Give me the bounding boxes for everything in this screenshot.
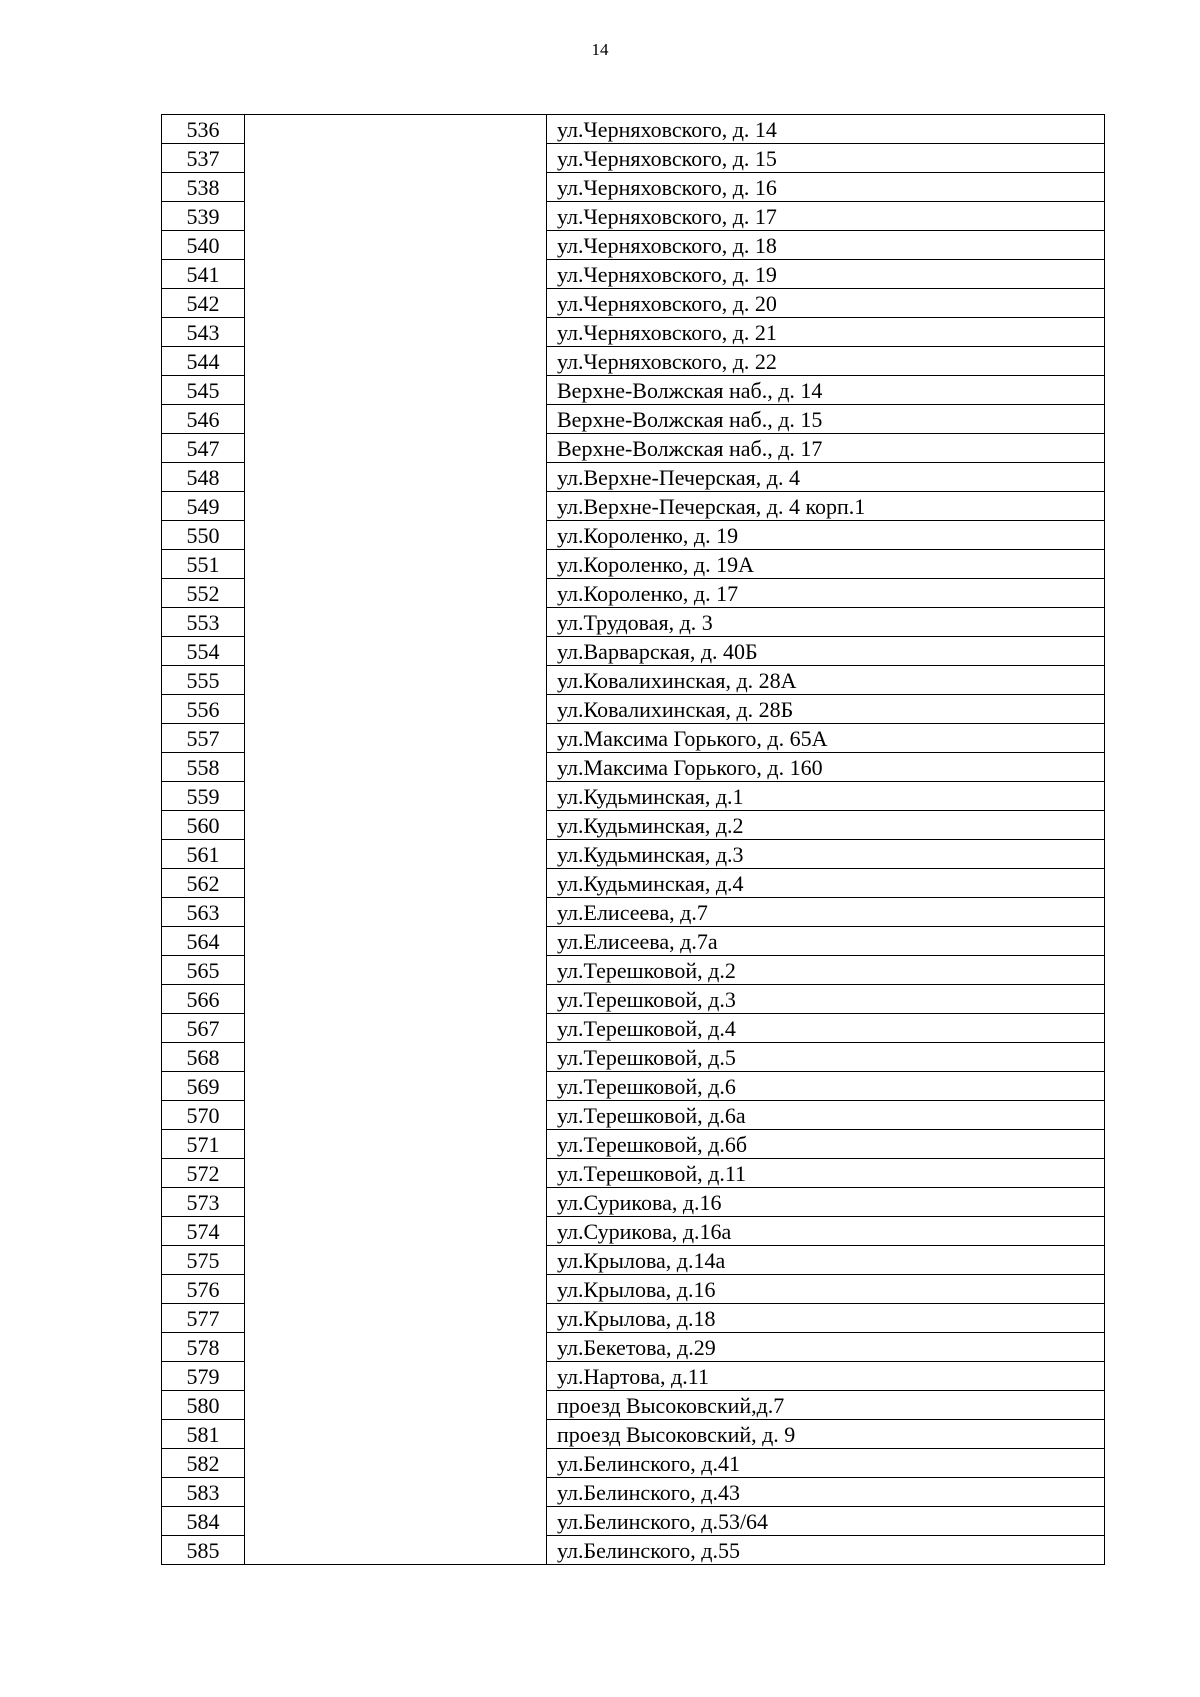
row-number-cell: 571 xyxy=(162,1130,245,1159)
row-number-cell: 585 xyxy=(162,1536,245,1565)
row-number-cell: 544 xyxy=(162,347,245,376)
row-number-cell: 569 xyxy=(162,1072,245,1101)
row-number-cell: 557 xyxy=(162,724,245,753)
address-cell: ул.Короленко, д. 19А xyxy=(547,550,1105,579)
row-number-cell: 540 xyxy=(162,231,245,260)
address-cell: ул.Черняховского, д. 15 xyxy=(547,144,1105,173)
address-cell: ул.Терешковой, д.6б xyxy=(547,1130,1105,1159)
address-cell: ул.Варварская, д. 40Б xyxy=(547,637,1105,666)
row-number-cell: 576 xyxy=(162,1275,245,1304)
row-number-cell: 564 xyxy=(162,927,245,956)
address-cell: ул.Кудьминская, д.4 xyxy=(547,869,1105,898)
row-number-cell: 578 xyxy=(162,1333,245,1362)
row-number-cell: 567 xyxy=(162,1014,245,1043)
row-number-cell: 537 xyxy=(162,144,245,173)
address-cell: ул.Белинского, д.53/64 xyxy=(547,1507,1105,1536)
row-number-cell: 582 xyxy=(162,1449,245,1478)
row-number-cell: 539 xyxy=(162,202,245,231)
address-cell: ул.Кудьминская, д.3 xyxy=(547,840,1105,869)
row-number-cell: 581 xyxy=(162,1420,245,1449)
address-cell: ул.Елисеева, д.7 xyxy=(547,898,1105,927)
row-number-cell: 545 xyxy=(162,376,245,405)
address-cell: ул.Черняховского, д. 19 xyxy=(547,260,1105,289)
row-number-cell: 572 xyxy=(162,1159,245,1188)
address-cell: ул.Верхне-Печерская, д. 4 корп.1 xyxy=(547,492,1105,521)
row-number-cell: 560 xyxy=(162,811,245,840)
address-cell: ул.Крылова, д.16 xyxy=(547,1275,1105,1304)
row-number-cell: 548 xyxy=(162,463,245,492)
row-number-cell: 543 xyxy=(162,318,245,347)
row-number-cell: 570 xyxy=(162,1101,245,1130)
address-cell: ул.Бекетова, д.29 xyxy=(547,1333,1105,1362)
row-number-cell: 541 xyxy=(162,260,245,289)
row-number-cell: 559 xyxy=(162,782,245,811)
address-cell: ул.Кудьминская, д.1 xyxy=(547,782,1105,811)
row-number-cell: 536 xyxy=(162,115,245,144)
row-number-cell: 547 xyxy=(162,434,245,463)
address-cell: ул.Максима Горького, д. 160 xyxy=(547,753,1105,782)
row-number-cell: 568 xyxy=(162,1043,245,1072)
address-cell: ул.Черняховского, д. 18 xyxy=(547,231,1105,260)
address-table xyxy=(161,114,1105,1565)
address-cell: ул.Белинского, д.43 xyxy=(547,1478,1105,1507)
address-cell: ул.Сурикова, д.16 xyxy=(547,1188,1105,1217)
address-cell: ул.Терешковой, д.11 xyxy=(547,1159,1105,1188)
address-cell: ул.Терешковой, д.3 xyxy=(547,985,1105,1014)
row-number-cell: 556 xyxy=(162,695,245,724)
row-number-cell: 550 xyxy=(162,521,245,550)
row-number-cell: 579 xyxy=(162,1362,245,1391)
row-number-cell: 561 xyxy=(162,840,245,869)
address-cell: ул.Черняховского, д. 20 xyxy=(547,289,1105,318)
address-cell: ул.Крылова, д.18 xyxy=(547,1304,1105,1333)
address-cell: ул.Крылова, д.14а xyxy=(547,1246,1105,1275)
row-number-cell: 542 xyxy=(162,289,245,318)
page-number: 14 xyxy=(591,40,609,59)
address-cell: ул.Терешковой, д.6а xyxy=(547,1101,1105,1130)
row-number-cell: 565 xyxy=(162,956,245,985)
address-table-body xyxy=(162,115,1105,1565)
address-cell: ул.Черняховского, д. 17 xyxy=(547,202,1105,231)
address-cell: Верхне-Волжская наб., д. 17 xyxy=(547,434,1105,463)
row-number-cell: 580 xyxy=(162,1391,245,1420)
row-number-cell: 573 xyxy=(162,1188,245,1217)
address-cell: ул.Терешковой, д.4 xyxy=(547,1014,1105,1043)
row-number-cell: 574 xyxy=(162,1217,245,1246)
address-cell: ул.Терешковой, д.6 xyxy=(547,1072,1105,1101)
address-cell: ул.Белинского, д.41 xyxy=(547,1449,1105,1478)
row-number-cell: 554 xyxy=(162,637,245,666)
address-cell: ул.Короленко, д. 19 xyxy=(547,521,1105,550)
empty-merged-cell xyxy=(245,115,547,1565)
row-number-cell: 566 xyxy=(162,985,245,1014)
row-number-cell: 583 xyxy=(162,1478,245,1507)
row-number-cell: 551 xyxy=(162,550,245,579)
row-number-cell: 575 xyxy=(162,1246,245,1275)
address-cell: ул.Верхне-Печерская, д. 4 xyxy=(547,463,1105,492)
row-number-cell: 546 xyxy=(162,405,245,434)
row-number-cell: 552 xyxy=(162,579,245,608)
row-number-cell: 553 xyxy=(162,608,245,637)
address-cell: ул.Черняховского, д. 16 xyxy=(547,173,1105,202)
row-number-cell: 558 xyxy=(162,753,245,782)
address-cell: Верхне-Волжская наб., д. 14 xyxy=(547,376,1105,405)
address-cell: ул.Кудьминская, д.2 xyxy=(547,811,1105,840)
address-cell: ул.Терешковой, д.5 xyxy=(547,1043,1105,1072)
address-cell: проезд Высоковский,д.7 xyxy=(547,1391,1105,1420)
table-row xyxy=(162,115,1105,144)
address-cell: ул.Трудовая, д. 3 xyxy=(547,608,1105,637)
address-cell: ул.Черняховского, д. 21 xyxy=(547,318,1105,347)
address-cell: ул.Черняховского, д. 22 xyxy=(547,347,1105,376)
row-number-cell: 538 xyxy=(162,173,245,202)
row-number-cell: 549 xyxy=(162,492,245,521)
address-cell: ул.Терешковой, д.2 xyxy=(547,956,1105,985)
row-number-cell: 555 xyxy=(162,666,245,695)
row-number-cell: 584 xyxy=(162,1507,245,1536)
address-cell: ул.Елисеева, д.7а xyxy=(547,927,1105,956)
address-cell: ул.Ковалихинская, д. 28А xyxy=(547,666,1105,695)
row-number-cell: 562 xyxy=(162,869,245,898)
address-cell: ул.Белинского, д.55 xyxy=(547,1536,1105,1565)
address-cell: ул.Черняховского, д. 14 xyxy=(547,115,1105,144)
row-number-cell: 563 xyxy=(162,898,245,927)
address-cell: ул.Ковалихинская, д. 28Б xyxy=(547,695,1105,724)
address-cell: проезд Высоковский, д. 9 xyxy=(547,1420,1105,1449)
address-cell: ул.Короленко, д. 17 xyxy=(547,579,1105,608)
row-number-cell: 577 xyxy=(162,1304,245,1333)
address-cell: ул.Максима Горького, д. 65А xyxy=(547,724,1105,753)
address-cell: ул.Сурикова, д.16а xyxy=(547,1217,1105,1246)
address-cell: Верхне-Волжская наб., д. 15 xyxy=(547,405,1105,434)
address-cell: ул.Нартова, д.11 xyxy=(547,1362,1105,1391)
